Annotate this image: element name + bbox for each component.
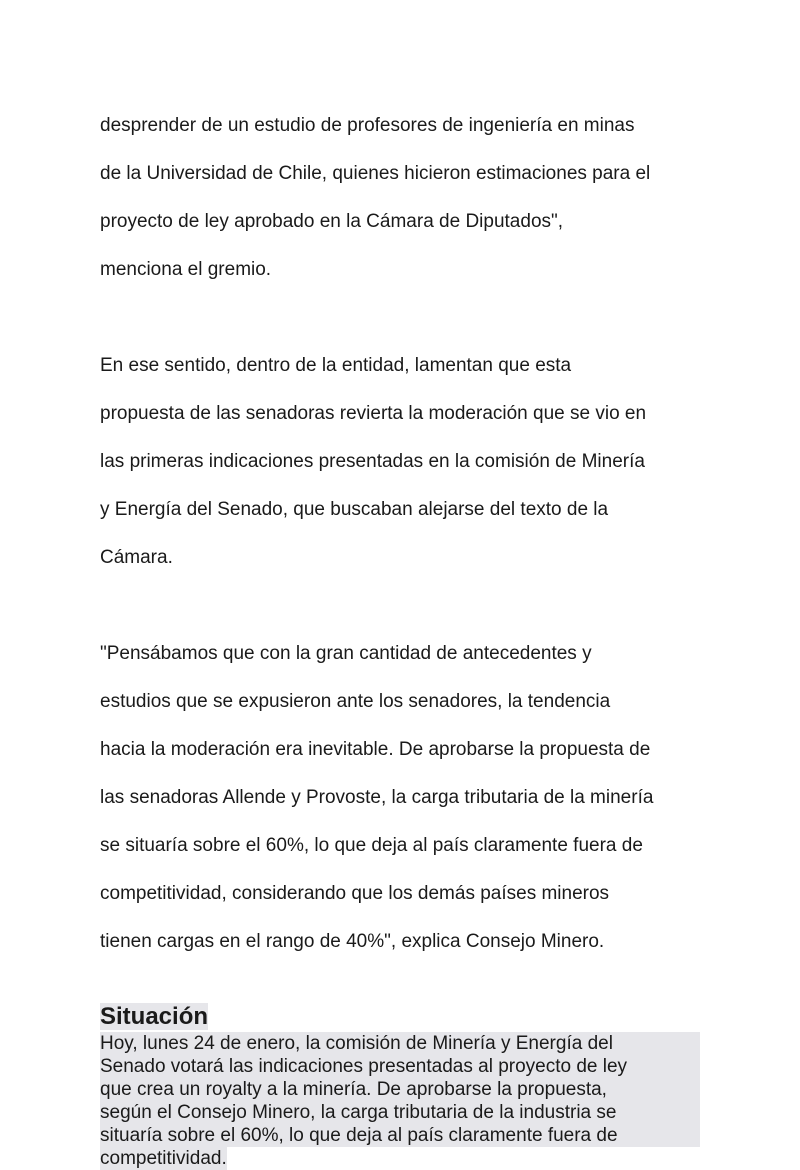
paragraph-3-quote <box>100 618 710 978</box>
highlighted-line: según el Consejo Minero, la carga tributaria de la industria se <box>100 1101 700 1124</box>
highlighted-line: que crea un royalty a la minería. De aprobarse la propuesta, <box>100 1078 700 1101</box>
paragraph-line: desprender de un estudio de profesores de ingeniería en minas <box>100 115 635 136</box>
document-page <box>100 90 710 1170</box>
paragraph-line: se situaría sobre el 60%, lo que deja al país claramente fuera de <box>100 835 643 856</box>
paragraph-line: de la Universidad de Chile, quienes hicieron estimaciones para el <box>100 163 651 184</box>
section-heading <box>100 1002 710 1032</box>
paragraph-line: tienen cargas en el rango de 40%", explica Consejo Minero. <box>100 931 605 952</box>
paragraph-line: estudios que se expusieron ante los senadores, la tendencia <box>100 691 611 712</box>
paragraph-line: las primeras indicaciones presentadas en la comisión de Minería <box>100 451 645 472</box>
paragraph-line: Cámara. <box>100 547 173 568</box>
paragraph-2 <box>100 330 710 594</box>
paragraph-line: las senadoras Allende y Provoste, la carga tributaria de la minería <box>100 787 654 808</box>
paragraph-line: En ese sentido, dentro de la entidad, lamentan que esta <box>100 355 572 376</box>
highlighted-line: Hoy, lunes 24 de enero, la comisión de Minería y Energía del <box>100 1032 700 1055</box>
highlighted-line: situaría sobre el 60%, lo que deja al país claramente fuera de <box>100 1124 700 1147</box>
highlighted-section-paragraph <box>100 1032 710 1170</box>
paragraph-1 <box>100 90 710 306</box>
paragraph-line: proyecto de ley aprobado en la Cámara de Diputados", <box>100 211 564 232</box>
paragraph-line: competitividad, considerando que los demás países mineros <box>100 883 610 904</box>
paragraph-line: menciona el gremio. <box>100 259 272 280</box>
paragraph-line: y Energía del Senado, que buscaban alejarse del texto de la <box>100 499 609 520</box>
highlighted-line: Senado votará las indicaciones presentadas al proyecto de ley <box>100 1055 700 1078</box>
highlighted-line: competitividad. <box>100 1148 227 1169</box>
paragraph-line: hacia la moderación era inevitable. De aprobarse la propuesta de <box>100 739 651 760</box>
paragraph-line: propuesta de las senadoras revierta la moderación que se vio en <box>100 403 647 424</box>
paragraph-line: "Pensábamos que con la gran cantidad de antecedentes y <box>100 643 592 664</box>
section-heading-text: Situación <box>100 1003 209 1030</box>
